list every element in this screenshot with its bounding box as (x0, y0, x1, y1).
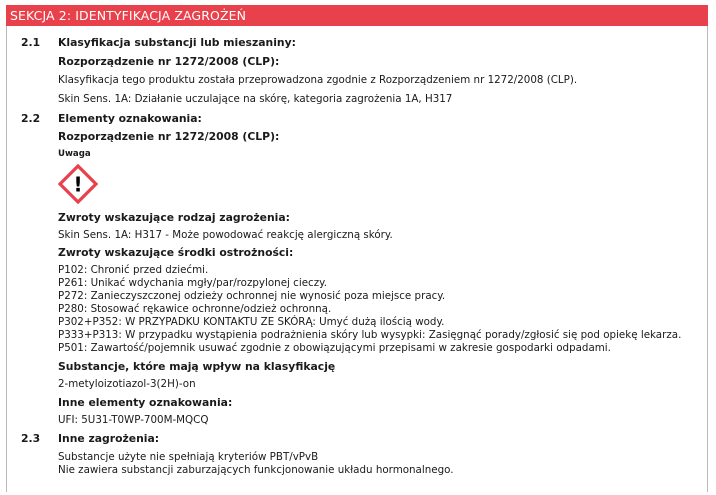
classification-category: Skin Sens. 1A: Działanie uczulające na skórę, kategoria zagrożenia 1A, H317 (58, 93, 453, 105)
hazard-statement: Skin Sens. 1A: H317 - Może powodować reakcję alergiczną skóry. (58, 229, 393, 241)
precaution-p280: P280: Stosować rękawice ochronne/odzież ochronną. (58, 303, 332, 315)
other-hazards-pbt: Substancje użyte nie spełniają kryteriów PBT/vPvB (58, 451, 319, 463)
precaution-p261: P261: Unikać wdychania mgły/par/rozpylonej cieczy. (58, 277, 327, 289)
section-header: SEKCJA 2: IDENTYFIKACJA ZAGROŻEŃ (6, 5, 708, 26)
signal-word: Uwaga (58, 149, 91, 159)
subsection-number-2-3: 2.3 (21, 432, 41, 445)
pictogram-symbol: ! (73, 172, 83, 197)
precaution-p501: P501: Zawartość/pojemnik usuwać zgodnie z obowiązującymi przepisami w zakresie gospodarki odpadami. (58, 342, 611, 354)
subsection-heading-2-1: Klasyfikacja substancji lub mieszaniny: (58, 36, 296, 49)
precautionary-statements-heading: Zwroty wskazujące środki ostrożności: (58, 246, 294, 259)
subsection-number-2-2: 2.2 (21, 112, 41, 125)
precaution-p272: P272: Zanieczyszczonej odzieży ochronnej nie wynosić poza miejsce pracy. (58, 290, 446, 302)
other-label-elements-heading: Inne elementy oznakowania: (58, 396, 233, 409)
precaution-p102: P102: Chronić przed dziećmi. (58, 264, 209, 276)
other-hazards-endocrine: Nie zawiera substancji zaburzających funkcjonowanie układu hormonalnego. (58, 464, 454, 476)
hazard-statements-heading: Zwroty wskazujące rodzaj zagrożenia: (58, 211, 290, 224)
subsection-heading-2-2: Elementy oznakowania: (58, 112, 202, 125)
subsection-heading-2-3: Inne zagrożenia: (58, 432, 160, 445)
classifying-substance: 2-metyloizotiazol-3(2H)-on (58, 378, 196, 390)
regulation-heading-2-2: Rozporządzenie nr 1272/2008 (CLP): (58, 130, 280, 143)
ufi-code: UFI: 5U31-T0WP-700M-MQCQ (58, 414, 209, 426)
precaution-p333-p313: P333+P313: W przypadku wystąpienia podrażnienia skóry lub wysypki: Zasięgnąć porady/zgłosić się pod opiekę lekarza. (58, 329, 682, 341)
ghs07-exclamation-icon (58, 164, 98, 204)
subsection-number-2-1: 2.1 (21, 36, 41, 49)
precaution-p302-p352: P302+P352: W PRZYPADKU KONTAKTU ZE SKÓRĄ: Umyć dużą ilością wody. (58, 316, 445, 328)
regulation-heading-2-1: Rozporządzenie nr 1272/2008 (CLP): (58, 55, 280, 68)
classifying-substances-heading: Substancje, które mają wpływ na klasyfikację (58, 360, 336, 373)
classification-text: Klasyfikacja tego produktu została przeprowadzona zgodnie z Rozporządzeniem nr 1272/2008 (CLP). (58, 74, 578, 86)
